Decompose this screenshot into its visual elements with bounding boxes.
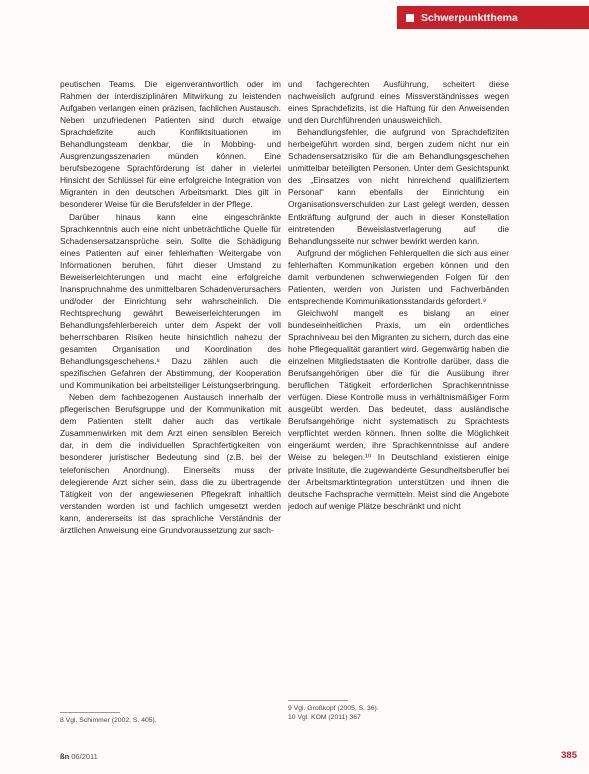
journal-name: ßn: [60, 752, 70, 761]
issue-number: 06/2011: [71, 752, 98, 761]
footnote-divider: [60, 712, 120, 713]
body-paragraph: Aufgrund der möglichen Fehlerquellen die sich aus einer fehlerhaften Kommunikation ergeben können und den damit verbundenen schwerwiegenden Folgen für den Patienten, werden von Juristen und Fachverbänden entsprechende Kommunikationsstandards gefordert.⁹: [288, 247, 509, 306]
footnote-10: 10 Vgl. KOM (2011) 367: [288, 714, 361, 721]
body-paragraph: und fachgerechten Ausführung, scheitert diese nachweislich aufgrund eines Missverständnisses wegen eines Sprachdefizits, ist die Haftung für den Anweisenden und den Durchführenden unausweichlich.: [288, 79, 509, 126]
body-paragraph: Neben dem fachbezogenen Austausch innerhalb der pflegerischen Berufsgruppe und der Kommunikation mit dem Patienten stellt daher auch das vertikale Zusammenwirken mit dem Arzt einen sensiblen Bereich dar, in dem die individuellen Sprachfertigkeiten von besonderer juristischer Bedeutung sind (z.B. bei der telefonischen Anordnung). Einerseits muss der delegierende Arzt sicher sein, dass die zu übertragende Tätigkeit von der angewiesenen Pflegekraft inhaltlich verstanden worden ist und fachlich umgesetzt werden kann, andererseits ist das sprachliche Verständnis der ärztlichen Anweisung eine Grundvoraussetzung zur sach-: [60, 392, 281, 535]
body-paragraph: Behandlungsfehler, die aufgrund von Sprachdefiziten herbeigeführt worden sind, bergen zudem nicht nur ein Schadensersatzrisiko für die am Behandlungsgeschehen unmittelbar beteiligten Personen. Unter dem Gesichtspunkt des „Einsatzes von nicht hinreichend qualifiziertem Personal“ kann ebenfalls der Einrichtung ein Organisationsverschulden zur Last gelegt werden, dessen Entkräftung aufgrund der auch in dieser Konstellation eintretenden Beweislastverlagerung auf die Behandlungsseite nur schwer bewirkt werden kann.: [288, 127, 509, 246]
body-paragraph: Darüber hinaus kann eine eingeschränkte Sprachkenntnis auch eine nicht unbeträchtliche Quelle für Schadensersatzansprüche sein. Sollte die Schädigung eines Patienten auf einer fehlerhaften Weitergabe von Informationen beruhen, führt dieser Umstand zu Beweiserleichterungen und macht eine erfolgreiche Inanspruchnahme des unmittelbaren Schadenverursachers und/oder der Einrichtung sehr wahrscheinlich. Die Rechtsprechung gewährt Beweiserleichterungen im Behandlungsfehlerbereich unter dem Aspekt der voll beherrschbaren Risiken heute hinsichtlich nahezu der gesamten Organisation und Koordination des Behandlungsgeschehens.⁸ Dazu zählen auch die spezifischen Gefahren der Abstimmung, der Kooperation und Kommunikation bei arbeitsteiliger Leistungserbringung.: [60, 211, 281, 391]
square-icon: [406, 14, 414, 22]
footnote-divider: [288, 700, 348, 701]
footnote-9: 9 Vgl. Großkopf (2005, S. 36).: [288, 705, 379, 712]
footnote-8: 8 Vgl. Schimmer (2002, S. 405).: [60, 717, 157, 724]
body-paragraph: Gleichwohl mangelt es bislang an einer bundeseinheitlichen Praxis, um ein ordentliches Sprachniveau bei den Migranten zu sichern, durch das eine hohe Pflegequalität garantiert wird. Gegenwärtig haben die einzelnen Mitgliedstaaten die Kontrolle darüber, dass die Berufsangehörigen über die für die Ausübung ihrer beruflichen Tätigkeit erforderlichen Sprachkenntnisse verfügen. Diese Kontrolle muss in verhältnismäßiger Form ausgeübt werden. Das bedeutet, dass ausländische Berufsangehörige nicht systematisch zu Sprachtests verpflichtet werden können. Ihnen sollte die Möglichkeit eingeräumt werden, ihre Sprachkenntnisse auf andere Weise zu belegen.¹⁰ In Deutschland existieren einige private Institute, die zugewanderte Gesundheitsberufler bei der Arbeitsmarktintegration unterstützen und ihnen die deutsche Fachsprache vermitteln. Meist sind die Angebote jedoch auf wenige Plätze beschränkt und nicht: [288, 307, 509, 511]
body-paragraph: peutischen Teams. Die eigenverantwortlich oder im Rahmen der interdisziplinären Mitwirkung zu leistenden Aufgaben verlangen einen präzisen, fachlichen Austausch. Neben unzufriedenen Patienten sind durch etwaige Sprachdefizite auch Konfliktsituationen im Behandlungsteam denkbar, die in Mobbing- und Ausgrenzungsszenarien münden können. Eine berufsbezogene Sprachförderung ist daher in vielerlei Hinsicht der Schlüssel für eine erfolgreiche Integration von Migranten in den deutschen Arbeitsmarkt. Dies gilt in besonderer Weise für die Berufsfelder in der Pflege.: [60, 79, 281, 210]
right-column: [288, 78, 509, 512]
left-column: [60, 78, 281, 536]
journal-issue: [60, 752, 98, 761]
page-number: 385: [561, 750, 577, 761]
section-badge-label: Schwerpunktthema: [421, 11, 518, 24]
section-badge: [397, 6, 589, 29]
